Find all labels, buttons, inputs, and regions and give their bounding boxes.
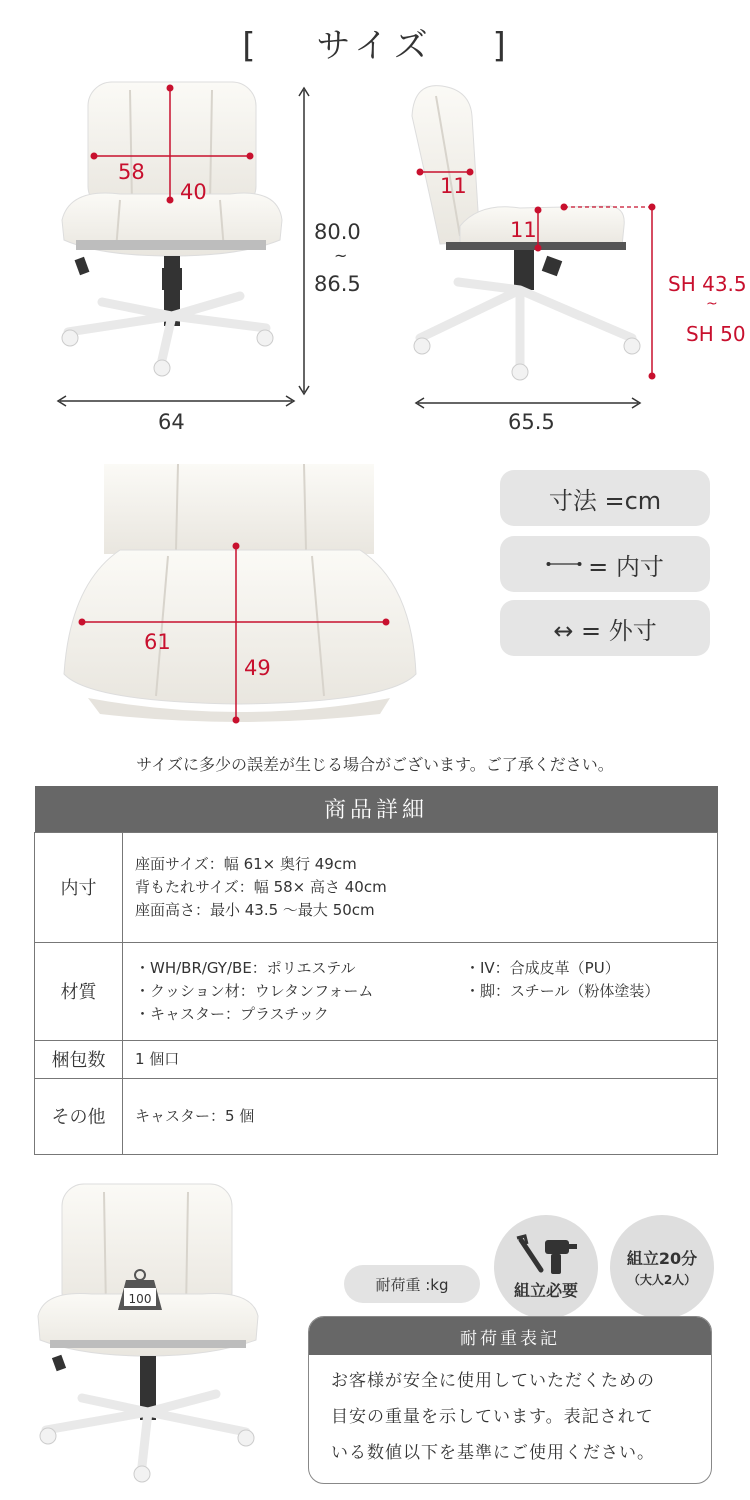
front-width-arrow <box>56 394 296 408</box>
inner-line-icon <box>546 557 582 571</box>
spec-inner-line: 座面高さ：最小 43.5 〜最大 50cm <box>135 900 375 919</box>
front-width-64-label: 64 <box>158 410 185 434</box>
load-notice-line: いる数値以下を基準にご使用ください。 <box>331 1443 655 1463</box>
title-bracket-open: [ <box>242 26 258 66</box>
side-back-label: 11 <box>440 174 467 198</box>
front-height-label: 40 <box>180 180 207 204</box>
spec-material-value <box>123 942 718 1040</box>
load-chair-image <box>32 1180 264 1490</box>
load-capacity-label: 耐荷重 :kg <box>344 1265 480 1303</box>
height-min-label: 80.0 <box>314 220 361 244</box>
assembly-people-text: （大人2人） <box>627 1273 697 1287</box>
spec-material-item: ・IV：合成皮革（PU） <box>465 958 620 977</box>
spec-inner-label: 内寸 <box>35 832 123 942</box>
spec-package-value: 1 個口 <box>123 1040 718 1078</box>
assembly-time-text: 組立20分 <box>626 1249 698 1268</box>
front-width-label: 58 <box>118 160 145 184</box>
spec-material-item: ・クッション材：ウレタンフォーム <box>135 981 374 1000</box>
seat-closeup-image <box>60 464 420 730</box>
assembly-required-text: 組立必要 <box>513 1280 578 1300</box>
spec-other-label: その他 <box>35 1078 123 1154</box>
side-depth-arrow <box>414 396 642 410</box>
seat-depth-label: 49 <box>244 656 271 680</box>
load-notice-line: お客様が安全に使用していただくための <box>331 1371 655 1391</box>
side-seat-label: 11 <box>510 218 537 242</box>
spec-other-value: キャスター：5 個 <box>123 1078 718 1154</box>
title-text: サイズ <box>316 26 434 66</box>
seat-height-max-label: SH 50 <box>686 322 746 346</box>
front-chair-image <box>40 70 300 390</box>
spec-material-item: ・WH/BR/GY/BE：ポリエステル <box>135 958 356 977</box>
spec-inner-line: 背もたれサイズ：幅 58× 高さ 40cm <box>135 877 387 896</box>
load-notice-box <box>308 1316 712 1484</box>
assembly-required-badge <box>494 1215 598 1319</box>
height-tilde: ~ <box>334 246 348 265</box>
spec-inner-value <box>123 832 718 942</box>
side-depth-label: 65.5 <box>508 410 555 434</box>
spec-material-item: ・キャスター：プラスチック <box>135 1004 329 1023</box>
legend-outer: ↔ = 外寸 <box>500 600 710 656</box>
spec-package-label: 梱包数 <box>35 1040 123 1078</box>
seat-height-tilde: ~ <box>706 296 718 312</box>
section-title <box>0 18 750 67</box>
tools-icon <box>511 1234 581 1278</box>
legend-inner-text: = 内寸 <box>588 552 664 581</box>
spec-header: 商品詳細 <box>35 786 718 832</box>
spec-inner-line: 座面サイズ：幅 61× 奥行 49cm <box>135 854 357 873</box>
legend-inner <box>500 536 710 592</box>
assembly-time-badge <box>610 1215 714 1319</box>
title-bracket-close: ] <box>492 26 508 66</box>
spec-row-other <box>35 1078 718 1154</box>
load-notice-line: 目安の重量を示しています。表記されて <box>331 1407 654 1427</box>
load-notice-header: 耐荷重表記 <box>309 1317 711 1355</box>
spec-material-label: 材質 <box>35 942 123 1040</box>
spec-row-package <box>35 1040 718 1078</box>
seat-height-min-label: SH 43.5 <box>668 272 747 296</box>
size-note: サイズに多少の誤差が生じる場合がございます。ご了承ください。 <box>136 755 614 774</box>
spec-row-inner <box>35 832 718 942</box>
legend-unit: 寸法 =cm <box>500 470 710 526</box>
weight-icon-value: 100 <box>128 1292 152 1306</box>
seat-width-label: 61 <box>144 630 171 654</box>
spec-row-material <box>35 942 718 1040</box>
height-max-label: 86.5 <box>314 272 361 296</box>
spec-table <box>34 786 718 1155</box>
spec-material-item: ・脚：スチール（粉体塗装） <box>465 981 660 1000</box>
total-height-arrow <box>296 86 312 396</box>
